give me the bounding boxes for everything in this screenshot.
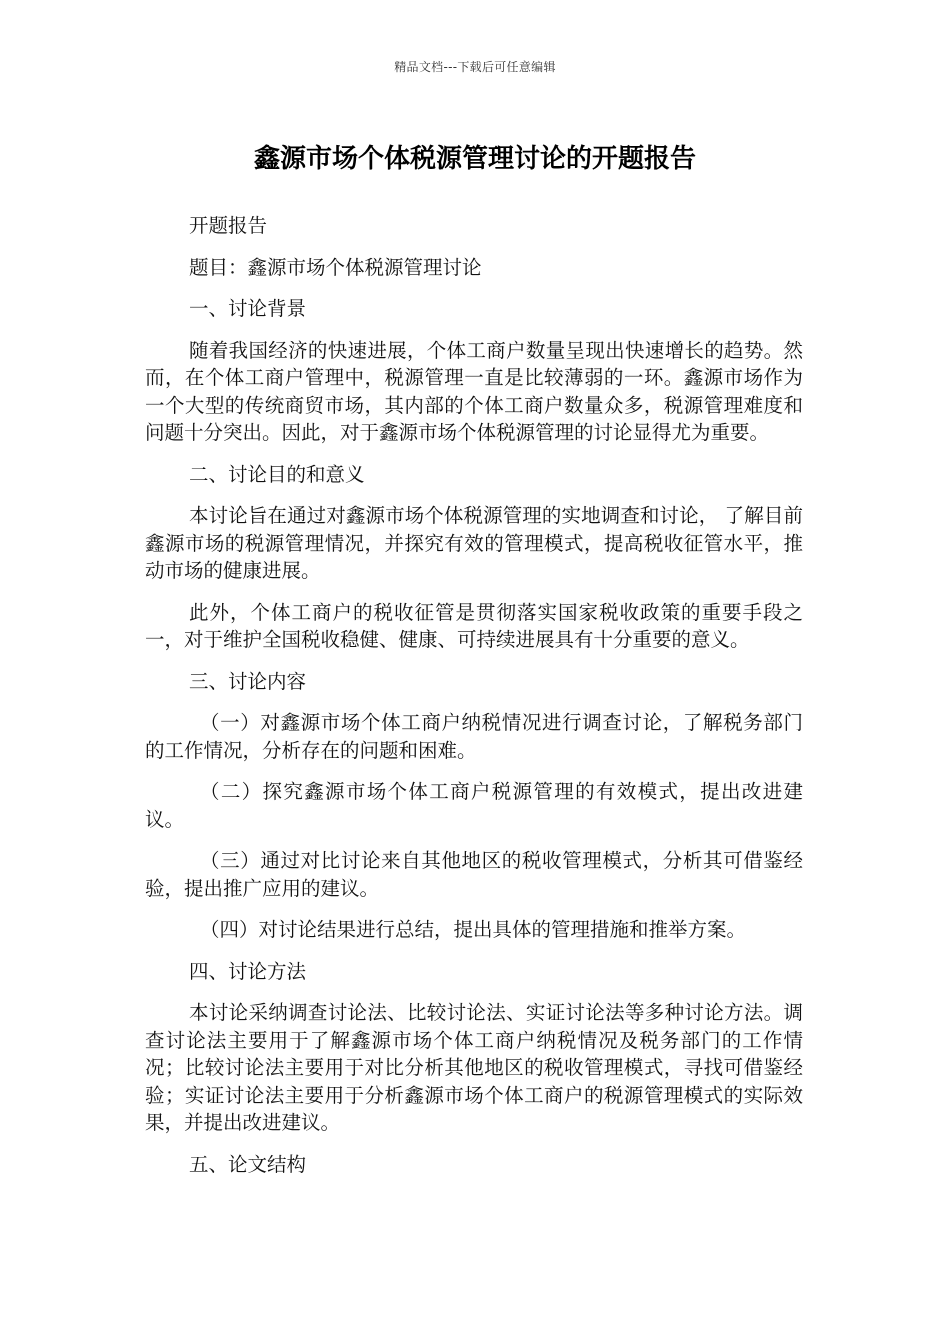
section-heading-background: 一、讨论背景 [189, 297, 307, 320]
section-heading-content: 三、讨论内容 [189, 669, 307, 693]
section-heading-purpose: 二、讨论目的和意义 [189, 462, 365, 486]
document-body [145, 212, 803, 1192]
content-item-2: （二）探究鑫源市场个体工商户税源管理的有效模式，提出改进建议。 [145, 780, 803, 831]
section-heading-methods: 四、讨论方法 [189, 959, 307, 983]
paragraph-background: 随着我国经济的快速进展，个体工商户数量呈现出快速增长的趋势。然而，在个体工商户管理中，税源管理一直是比较薄弱的一环。鑫源市场作为一个大型的传统商贸市场，其内部的个体工商户数量众多，税源管理难度和问题十分突出。因此，对于鑫源市场个体税源管理的讨论显得尤为重要。 [145, 338, 803, 444]
header-note: 精品文档---下载后可任意编辑 [394, 60, 556, 74]
label-report: 开题报告 [189, 214, 268, 237]
paragraph-purpose: 本讨论旨在通过对鑫源市场个体税源管理的实地调查和讨论， 了解目前鑫源市场的税源管理情况，并探究有效的管理模式，提高税收征管水平，推动市场的健康进展。 [145, 504, 803, 582]
paragraph-significance: 此外，个体工商户的税收征管是贯彻落实国家税收政策的重要手段之一，对于维护全国税收稳健、健康、可持续进展具有十分重要的意义。 [145, 600, 803, 651]
content-item-3: （三）通过对比讨论来自其他地区的税收管理模式，分析其可借鉴经验，提出推广应用的建议。 [145, 849, 803, 900]
topic-line: 题目：鑫源市场个体税源管理讨论 [189, 255, 482, 279]
document-title: 鑫源市场个体税源管理讨论的开题报告 [253, 144, 696, 174]
paragraph-methods: 本讨论采纳调查讨论法、比较讨论法、实证讨论法等多种讨论方法。调查讨论法主要用于了解鑫源市场个体工商户纳税情况及税务部门的工作情况；比较讨论法主要用于对比分析其他地区的税收管理模式，寻找可借鉴经验；实证讨论法主要用于分析鑫源市场个体工商户的税源管理模式的实际效果，并提出改进建议。 [145, 1001, 803, 1134]
content-item-1: （一）对鑫源市场个体工商户纳税情况进行调查讨论，了解税务部门的工作情况，分析存在的问题和困难。 [145, 711, 803, 762]
content-item-4: （四）对讨论结果进行总结，提出具体的管理措施和推举方案。 [200, 918, 747, 941]
section-heading-structure: 五、论文结构 [189, 1152, 307, 1176]
